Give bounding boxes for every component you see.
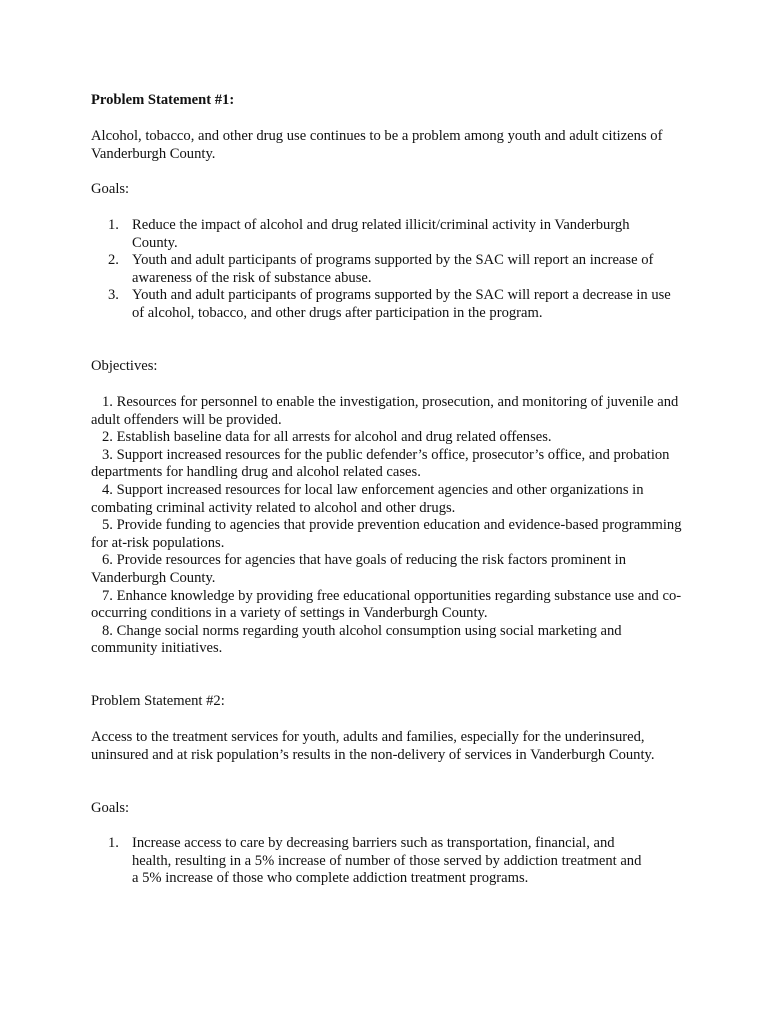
list-item: 8. Change social norms regarding youth alcohol consumption using social marketing and community initiatives. xyxy=(91,622,622,657)
problem-statement-1-heading: Problem Statement #1: xyxy=(91,92,235,108)
list-item: 2. Establish baseline data for all arrests for alcohol and drug related offenses. xyxy=(102,429,552,446)
list-item xyxy=(91,252,671,287)
list-item: 3. Support increased resources for the public defender’s office, prosecutor’s office, and probation departments for handling drug and alcohol related cases. xyxy=(91,446,670,481)
list-item: 1. Resources for personnel to enable the investigation, prosecution, and monitoring of juvenile and adult offenders will be provided. xyxy=(91,394,679,428)
list-number: 2. xyxy=(108,252,119,269)
list-text: Youth and adult participants of programs supported by the SAC will report a decrease in use of alcohol, tobacco, and other drugs after participation in the program. xyxy=(132,287,671,321)
objectives-list xyxy=(91,394,685,658)
list-number: 1. xyxy=(108,217,119,233)
problem-statement-2-text: Access to the treatment services for youth, adults and families, especially for the underinsured, uninsured and at risk population’s results in the non-delivery of services in Vanderburgh County. xyxy=(91,729,655,763)
list-number: 3. xyxy=(108,287,119,304)
list-item xyxy=(91,287,671,322)
list-item: 5. Provide funding to agencies that provide prevention education and evidence-based programming for at-risk populations. xyxy=(91,517,682,551)
list-item: 7. Enhance knowledge by providing free educational opportunities regarding substance use and co-occurring conditions in a variety of settings in Vanderburgh County. xyxy=(91,587,682,622)
goals-1-list xyxy=(91,217,671,323)
goals-1-heading: Goals: xyxy=(91,181,130,197)
objectives-heading: Objectives: xyxy=(91,358,158,374)
goals-2-list xyxy=(91,835,651,888)
list-item: 4. Support increased resources for local law enforcement agencies and other organizations in combating criminal activity related to alcohol and other drugs. xyxy=(91,481,644,516)
problem-statement-1-text: Alcohol, tobacco, and other drug use continues to be a problem among youth and adult citizens of Vanderburgh County. xyxy=(91,128,663,162)
list-text: Reduce the impact of alcohol and drug related illicit/criminal activity in Vanderburgh County. xyxy=(132,217,630,251)
list-text: Youth and adult participants of programs supported by the SAC will report an increase of awareness of the risk of substance abuse. xyxy=(132,252,654,286)
problem-statement-2-heading: Problem Statement #2: xyxy=(91,693,225,709)
goals-2-heading: Goals: xyxy=(91,800,130,816)
list-number: 1. xyxy=(108,835,119,851)
list-item xyxy=(91,835,651,888)
list-text: Increase access to care by decreasing barriers such as transportation, financial, and health, resulting in a 5% increase of number of those served by addiction treatment and a 5% increase of those who complete addiction treatment programs. xyxy=(132,835,642,887)
list-item: 6. Provide resources for agencies that have goals of reducing the risk factors prominent in Vanderburgh County. xyxy=(91,552,626,586)
list-item xyxy=(91,217,671,252)
